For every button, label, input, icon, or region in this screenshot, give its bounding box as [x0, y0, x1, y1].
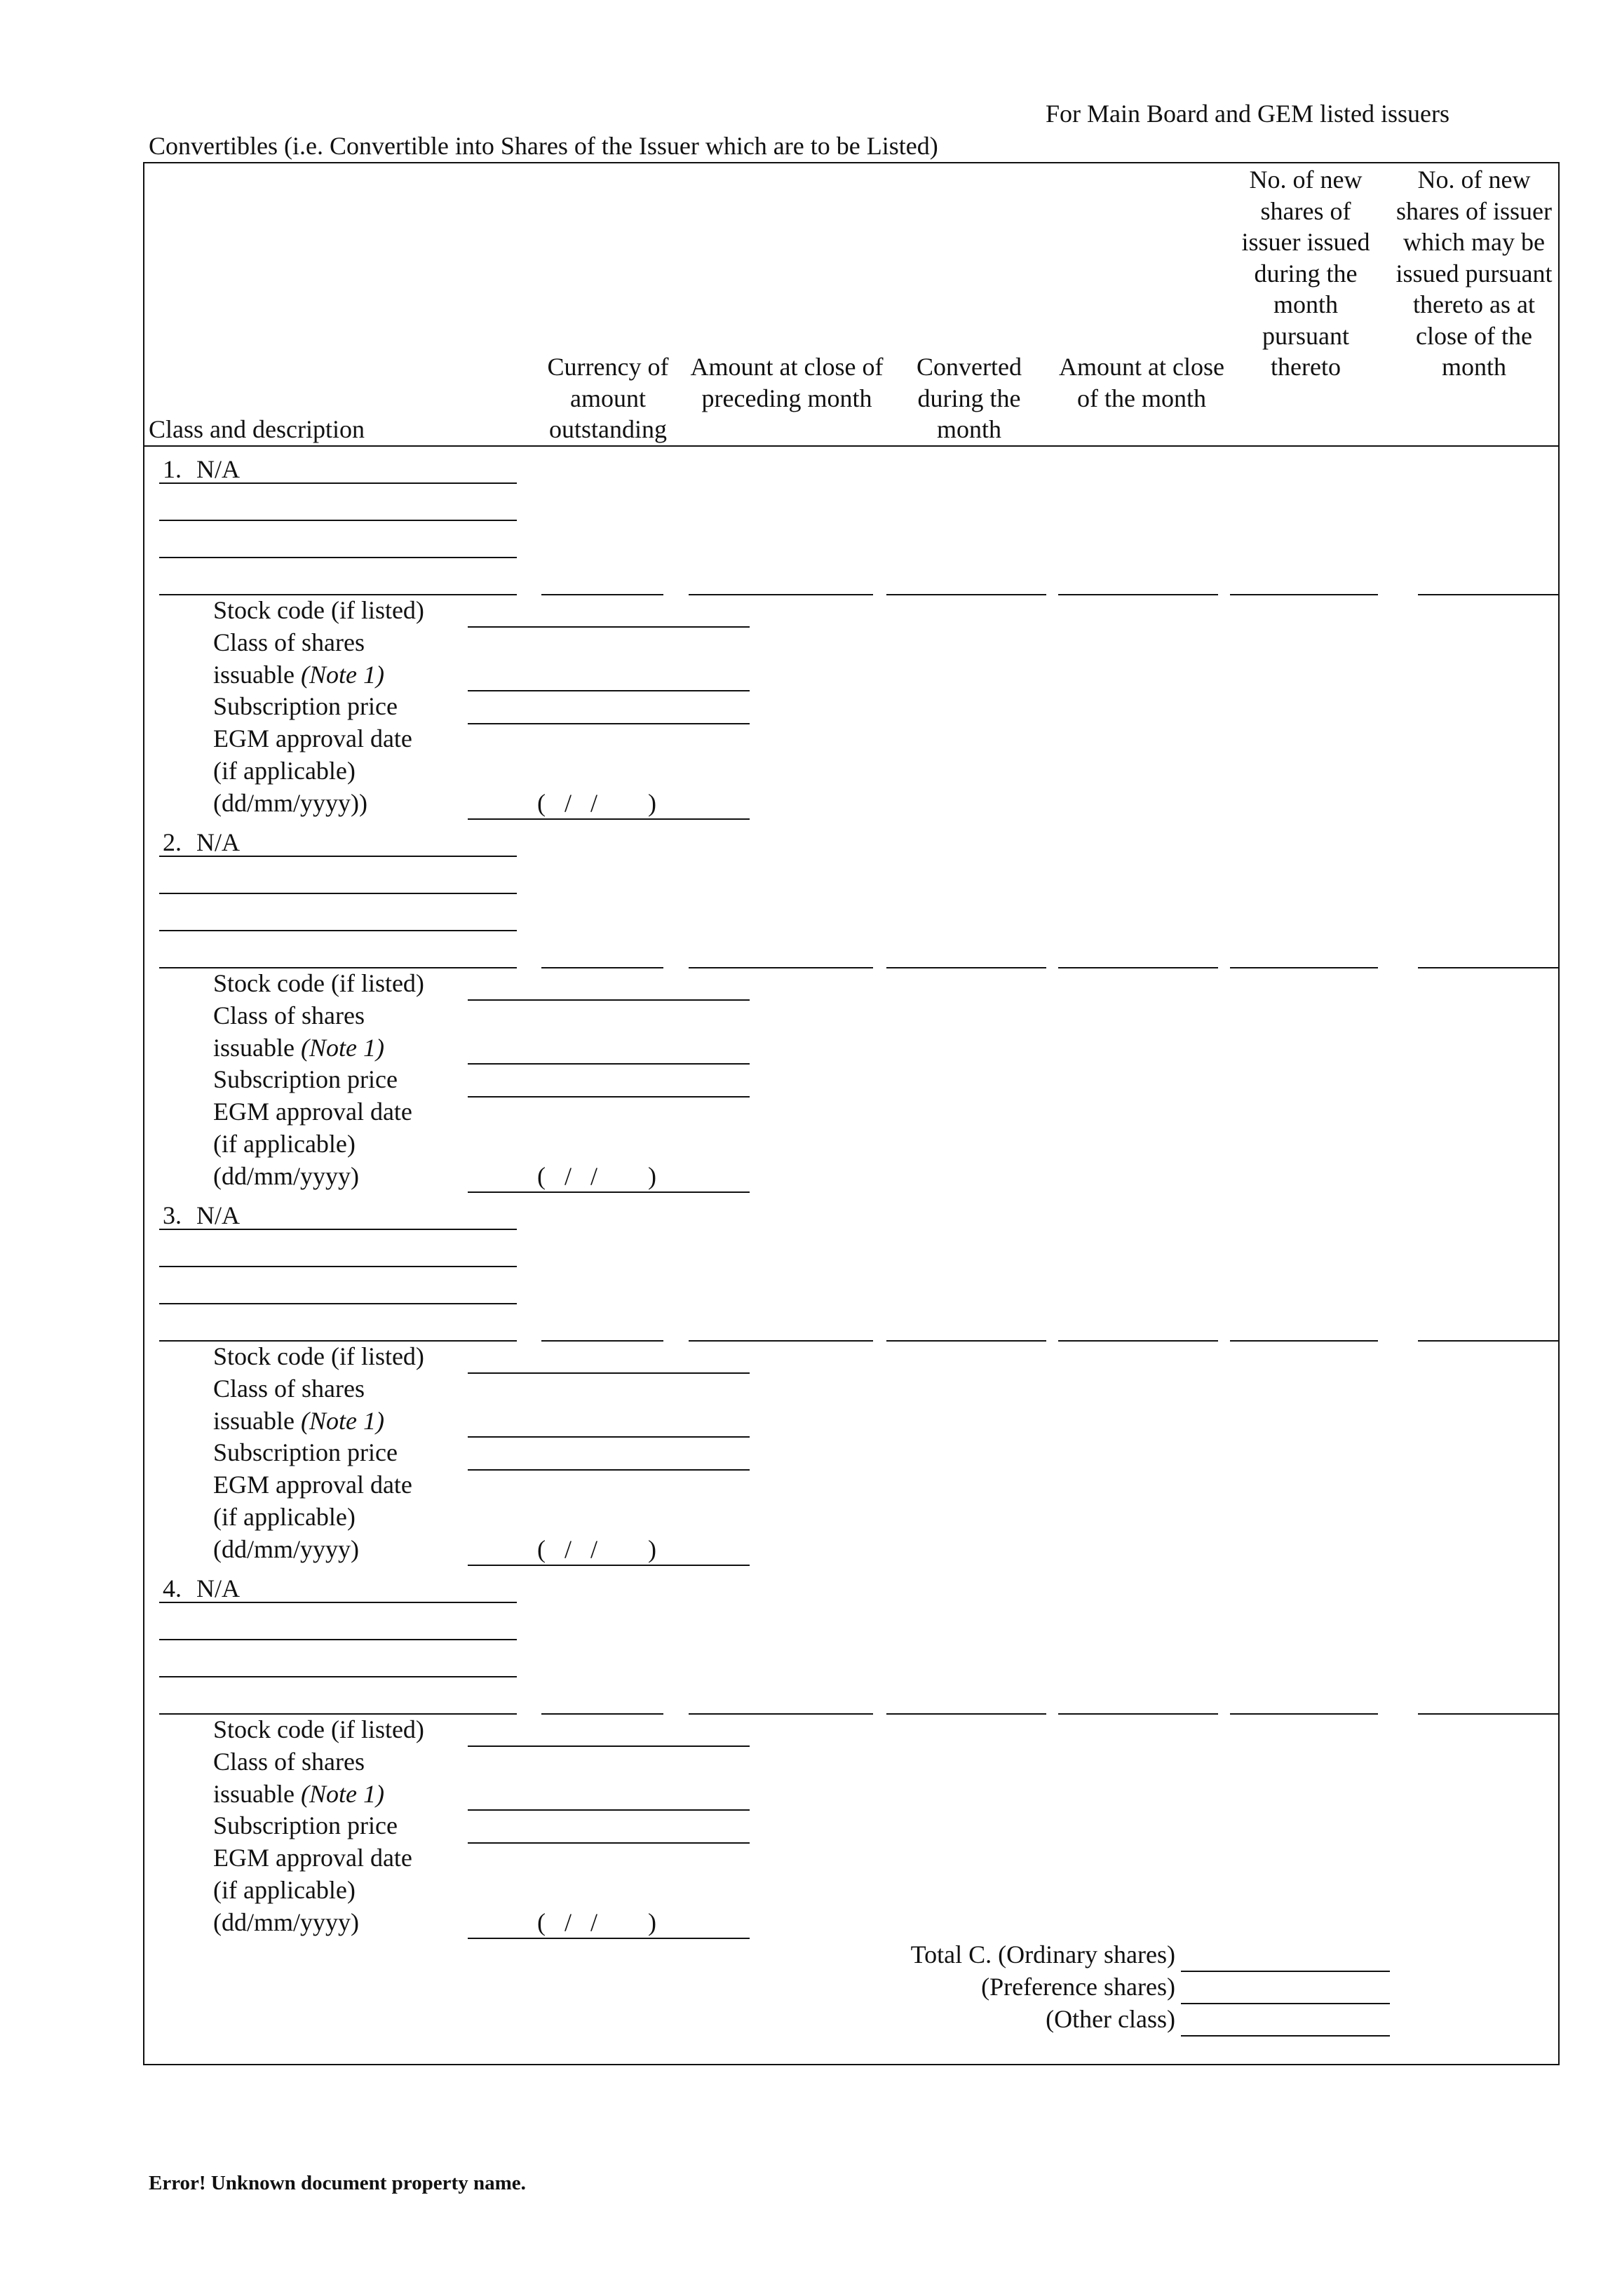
total-other-field[interactable] — [1181, 2035, 1390, 2037]
class-of-shares-field[interactable] — [468, 1809, 750, 1811]
egm-approval-label: EGM approval date — [213, 1471, 412, 1499]
egm-date-format-label: (dd/mm/yyyy)) — [213, 789, 367, 817]
note-1-reference: (Note 1) — [300, 1034, 384, 1062]
egm-date-field[interactable] — [468, 1191, 750, 1193]
col-header-currency: Currency of amount outstanding — [547, 353, 669, 443]
issuable-text: issuable — [213, 1034, 295, 1062]
egm-date-format-label: (dd/mm/yyyy) — [213, 1908, 359, 1936]
new-shares-issued-field[interactable] — [1230, 967, 1378, 968]
amount-close-field[interactable] — [1058, 967, 1218, 968]
new-shares-issuable-field[interactable] — [1418, 1340, 1560, 1342]
class-of-shares-label: Class of shares — [213, 1001, 365, 1029]
egm-date-placeholder: ( / / ) — [537, 1535, 656, 1563]
stock-code-field[interactable] — [468, 1745, 750, 1747]
col-header-amount-close: Amount at close of the month — [1059, 353, 1224, 412]
class-description-line-3[interactable] — [159, 930, 517, 931]
class-of-shares-field[interactable] — [468, 1436, 750, 1438]
stock-code-field[interactable] — [468, 626, 750, 628]
egm-approval-label: EGM approval date — [213, 724, 412, 752]
subscription-price-label: Subscription price — [213, 1438, 398, 1466]
total-other-label: (Other class) — [1046, 2005, 1175, 2033]
subscription-price-label: Subscription price — [213, 692, 398, 720]
amount-preceding-field[interactable] — [689, 1713, 873, 1715]
issuable-label — [213, 1405, 384, 1436]
new-shares-issued-field[interactable] — [1230, 1713, 1378, 1715]
note-1-reference: (Note 1) — [300, 1780, 384, 1808]
amount-close-field[interactable] — [1058, 1340, 1218, 1342]
header-divider — [143, 445, 1560, 447]
new-shares-issuable-field[interactable] — [1418, 594, 1560, 595]
class-description-line-3[interactable] — [159, 1676, 517, 1677]
stock-code-label: Stock code (if listed) — [213, 1342, 424, 1370]
new-shares-issued-field[interactable] — [1230, 1340, 1378, 1342]
note-1-reference: (Note 1) — [300, 1407, 384, 1435]
footer-note: Error! Unknown document property name. — [149, 2172, 526, 2194]
stock-code-label: Stock code (if listed) — [213, 969, 424, 997]
entry-value: N/A — [196, 828, 240, 856]
subscription-price-field[interactable] — [468, 1096, 750, 1098]
egm-date-placeholder: ( / / ) — [537, 789, 656, 817]
converted-field[interactable] — [886, 967, 1046, 968]
total-ordinary-field[interactable] — [1181, 1971, 1390, 1972]
class-description-line-1[interactable] — [159, 1602, 517, 1603]
egm-approval-label: EGM approval date — [213, 1098, 412, 1126]
amount-preceding-field[interactable] — [689, 594, 873, 595]
issuable-label — [213, 659, 384, 690]
issuable-text: issuable — [213, 1780, 295, 1808]
egm-date-format-label: (dd/mm/yyyy) — [213, 1162, 359, 1190]
subscription-price-field[interactable] — [468, 1842, 750, 1844]
entry-number: 1. — [163, 455, 182, 483]
stock-code-field[interactable] — [468, 999, 750, 1001]
converted-field[interactable] — [886, 594, 1046, 595]
amount-preceding-field[interactable] — [689, 967, 873, 968]
class-description-line-1[interactable] — [159, 1229, 517, 1230]
egm-date-field[interactable] — [468, 1565, 750, 1566]
class-of-shares-field[interactable] — [468, 690, 750, 691]
stock-code-label: Stock code (if listed) — [213, 1715, 424, 1743]
class-description-line-3[interactable] — [159, 1303, 517, 1304]
converted-field[interactable] — [886, 1340, 1046, 1342]
entry-value: N/A — [196, 1201, 240, 1229]
egm-date-field[interactable] — [468, 818, 750, 820]
new-shares-issuable-field[interactable] — [1418, 967, 1560, 968]
class-description-line-3[interactable] — [159, 557, 517, 558]
issuable-label — [213, 1778, 384, 1809]
class-of-shares-label: Class of shares — [213, 1748, 365, 1776]
currency-field[interactable] — [541, 967, 663, 968]
subscription-price-label: Subscription price — [213, 1065, 398, 1093]
egm-if-applicable-label: (if applicable) — [213, 1503, 356, 1531]
issuable-label — [213, 1032, 384, 1063]
col-header-new-shares-issuable: No. of new shares of issuer which may be issued pursuant thereto as at close of the month — [1395, 166, 1553, 381]
class-of-shares-label: Class of shares — [213, 628, 365, 656]
entry-value: N/A — [196, 455, 240, 483]
col-header-class: Class and description — [149, 415, 365, 443]
currency-field[interactable] — [541, 594, 663, 595]
page-title: Convertibles (i.e. Convertible into Shares of the Issuer which are to be Listed) — [149, 132, 938, 160]
entry-value: N/A — [196, 1574, 240, 1602]
egm-date-placeholder: ( / / ) — [537, 1908, 656, 1936]
subscription-price-field[interactable] — [468, 1469, 750, 1471]
subscription-price-field[interactable] — [468, 723, 750, 724]
col-header-amount-preceding: Amount at close of preceding month — [690, 353, 884, 412]
col-header-converted: Converted during the month — [917, 353, 1022, 443]
egm-date-field[interactable] — [468, 1938, 750, 1939]
issuable-text: issuable — [213, 661, 295, 689]
amount-close-field[interactable] — [1058, 594, 1218, 595]
class-of-shares-label: Class of shares — [213, 1375, 365, 1403]
egm-approval-label: EGM approval date — [213, 1844, 412, 1872]
class-description-line-2[interactable] — [159, 520, 517, 521]
currency-field[interactable] — [541, 1713, 663, 1715]
total-preference-field[interactable] — [1181, 2003, 1390, 2004]
subscription-price-label: Subscription price — [213, 1811, 398, 1839]
class-description-line-2[interactable] — [159, 1639, 517, 1640]
egm-date-format-label: (dd/mm/yyyy) — [213, 1535, 359, 1563]
note-1-reference: (Note 1) — [300, 661, 384, 689]
class-description-line-1[interactable] — [159, 482, 517, 484]
stock-code-field[interactable] — [468, 1372, 750, 1374]
egm-if-applicable-label: (if applicable) — [213, 1130, 356, 1158]
total-ordinary-label: Total C. (Ordinary shares) — [910, 1940, 1175, 1969]
egm-if-applicable-label: (if applicable) — [213, 757, 356, 785]
class-of-shares-field[interactable] — [468, 1063, 750, 1065]
entry-number: 4. — [163, 1574, 182, 1602]
amount-preceding-field[interactable] — [689, 1340, 873, 1342]
currency-field[interactable] — [541, 1340, 663, 1342]
class-description-line-2[interactable] — [159, 1266, 517, 1267]
class-description-line-1[interactable] — [159, 856, 517, 857]
egm-date-placeholder: ( / / ) — [537, 1162, 656, 1190]
converted-field[interactable] — [886, 1713, 1046, 1715]
header-top-right: For Main Board and GEM listed issuers — [1046, 100, 1449, 128]
issuable-text: issuable — [213, 1407, 295, 1435]
egm-if-applicable-label: (if applicable) — [213, 1876, 356, 1904]
amount-close-field[interactable] — [1058, 1713, 1218, 1715]
new-shares-issuable-field[interactable] — [1418, 1713, 1560, 1715]
stock-code-label: Stock code (if listed) — [213, 596, 424, 624]
new-shares-issued-field[interactable] — [1230, 594, 1378, 595]
total-preference-label: (Preference shares) — [981, 1973, 1175, 2001]
col-header-new-shares-issued: No. of new shares of issuer issued during the month pursuant thereto — [1241, 166, 1370, 381]
entry-number: 3. — [163, 1201, 182, 1229]
class-description-line-2[interactable] — [159, 893, 517, 894]
entry-number: 2. — [163, 828, 182, 856]
